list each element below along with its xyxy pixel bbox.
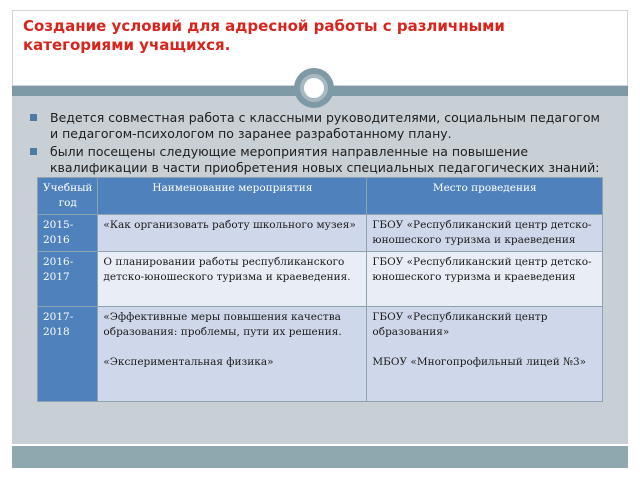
table-row — [38, 252, 603, 307]
events-table — [37, 177, 603, 402]
place-cell — [367, 307, 603, 402]
header-year: Учебный год — [38, 178, 98, 215]
bullet-item — [30, 110, 610, 142]
event-cell: О планировании работы республиканского детско-юношеского туризма и краеведения. — [98, 252, 367, 307]
table-header-row — [38, 178, 603, 215]
place-text: ГБОУ «Республиканский центр образования» — [372, 311, 548, 338]
bullet-square-icon — [30, 148, 37, 155]
bullet-text: были посещены следующие мероприятия направленные на повышение квалификации в части приобретения новых специальных педагогических знаний: — [50, 144, 600, 175]
place-cell: ГБОУ «Республиканский центр детско-юношеского туризма и краеведения — [367, 252, 603, 307]
year-cell: 2016-2017 — [38, 252, 98, 307]
year-cell: 2017-2018 — [38, 307, 98, 402]
header-place: Место проведения — [367, 178, 603, 215]
event-text: «Эффективные меры повышения качества образования: проблемы, пути их решения. — [103, 311, 342, 338]
footer-band — [12, 446, 628, 468]
bullet-list — [30, 110, 610, 178]
slide-title: Создание условий для адресной работы с различными категориями учащихся. — [23, 17, 505, 54]
place-text: МБОУ «Многопрофильный лицей №3» — [372, 356, 587, 368]
place-cell: ГБОУ «Республиканский центр детско-юношеского туризма и краеведения — [367, 215, 603, 252]
bullet-text: Ведется совместная работа с классными руководителями, социальным педагогом и педагогом-психологом по заранее разработанному плану. — [50, 110, 600, 141]
table-row — [38, 307, 603, 402]
year-cell: 2015-2016 — [38, 215, 98, 252]
bullet-square-icon — [30, 114, 37, 121]
circle-ornament-inner — [300, 74, 328, 102]
event-text: «Экспериментальная физика» — [103, 356, 274, 368]
table-row — [38, 215, 603, 252]
event-cell: «Как организовать работу школьного музея» — [98, 215, 367, 252]
header-event: Наименование мероприятия — [98, 178, 367, 215]
event-cell — [98, 307, 367, 402]
circle-ornament-icon — [294, 68, 334, 108]
bullet-item — [30, 144, 610, 176]
